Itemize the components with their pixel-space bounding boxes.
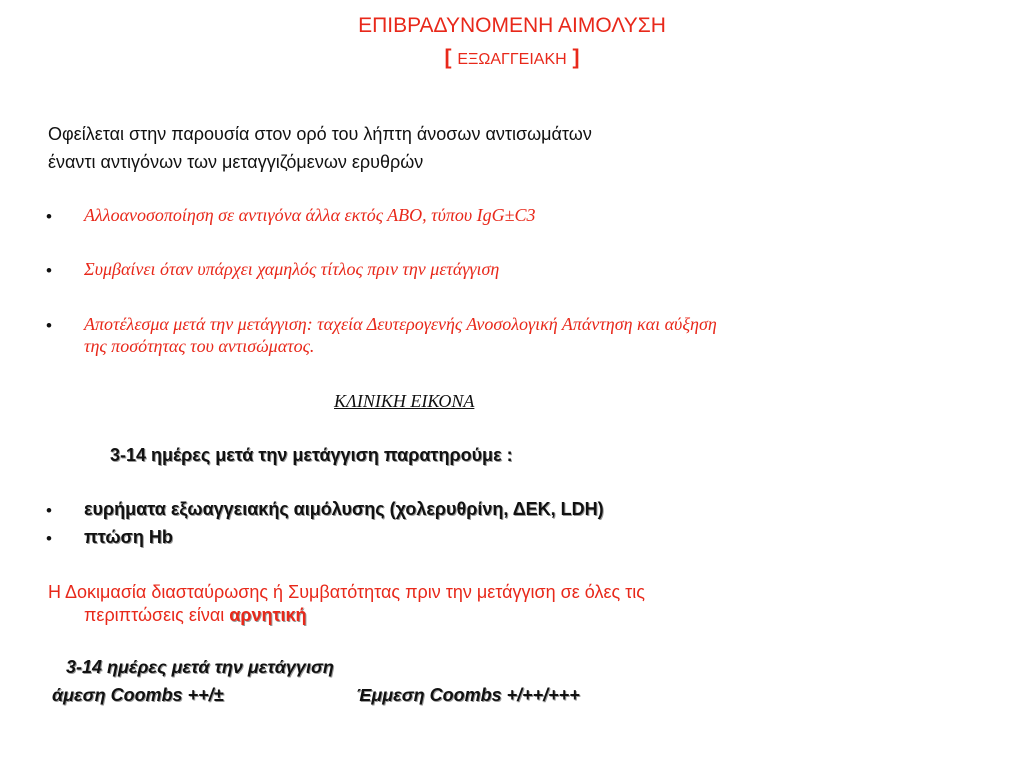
- bullet-marker: •: [46, 529, 52, 548]
- finding-1: ευρήματα εξωαγγειακής αιμόλυσης (χολερυθρίνη, ΔΕΚ, LDH): [84, 499, 604, 519]
- indirect-coombs: Έμμεση Coombs +/++/+++: [356, 685, 580, 705]
- intro-line-2: έναντι αντιγόνων των μεταγγιζόμενων ερυθρών: [48, 152, 424, 172]
- crossmatch-line-2: [84, 605, 307, 626]
- intro-line-1: Οφείλεται στην παρουσία στον ορό του λήπτη άνοσων αντισωμάτων: [48, 124, 592, 144]
- after-heading: 3-14 ημέρες μετά την μετάγγιση: [66, 657, 334, 677]
- crossmatch-result: αρνητική: [229, 605, 307, 625]
- days-observe: 3-14 ημέρες μετά την μετάγγιση παρατηρούμε :: [110, 445, 513, 465]
- red-bullet-3-line-2: της ποσότητας του αντισώματος.: [84, 336, 315, 356]
- red-bullet-2: Συμβαίνει όταν υπάρχει χαμηλός τίτλος πριν την μετάγγιση: [84, 259, 500, 279]
- slide-title: ΕΠΙΒΡΑΔΥΝΟΜΕΝΗ ΑΙΜΟΛΥΣΗ: [358, 14, 666, 37]
- bullet-marker: •: [46, 316, 52, 335]
- clinical-heading: ΚΛΙΝΙΚΗ ΕΙΚΟΝΑ: [334, 391, 475, 411]
- bullet-marker: •: [46, 501, 52, 520]
- finding-2: πτώση Hb: [84, 527, 173, 547]
- red-bullet-3-line-1: Αποτέλεσμα μετά την μετάγγιση: ταχεία Δευτερογενής Ανοσολογική Απάντηση και αύξηση: [84, 314, 717, 334]
- bracket-open: [: [444, 46, 452, 69]
- crossmatch-line-1: Η Δοκιμασία διασταύρωσης ή Συμβατότητας πριν την μετάγγιση σε όλες τις: [48, 582, 645, 602]
- bullet-marker: •: [46, 261, 52, 280]
- bracket-close: ]: [572, 46, 580, 69]
- slide-subtitle: [0, 46, 1024, 70]
- red-bullet-1: Αλλοανοσοποίηση σε αντιγόνα άλλα εκτός ΑΒΟ, τύπου IgG±C3: [84, 205, 536, 225]
- crossmatch-prefix: περιπτώσεις είναι: [84, 605, 230, 625]
- subtitle-text: ΕΞΩΑΓΓΕΙΑΚΗ: [457, 51, 567, 68]
- bullet-marker: •: [46, 207, 52, 226]
- direct-coombs: άμεση Coombs ++/±: [52, 685, 224, 705]
